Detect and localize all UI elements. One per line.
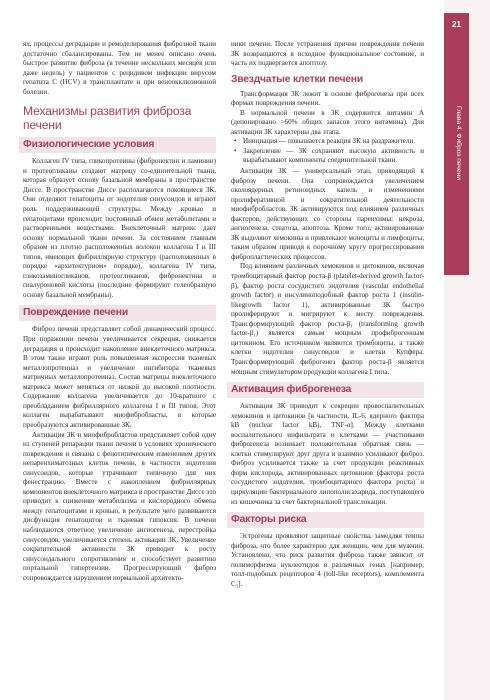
intro-paragraph: ях, процессы деградации и ремоделирования фиброзной ткани достаточно сбалансированы. Тем не менее описано очень быстрое развитие фиброза (в течение нескольких месяцев или даже недель) у пациентов с рецидивом инфекции вирусом гепатита С (HCV) в трансплантате и при веноокклюзионной болезни. [23,40,216,96]
damage-paragraph-2: Активация ЗК и миофибробластов представляет собой одну из ступеней репарации ткани печени в условиях хронического повреждения и связана с фенотипическим изменением других непаренхиматозных клеток печени, в частности эндотелия синусоидов, которые утрачивают типичную для них фенестрацию. Вместе с накоплением фибриллярных компонентов внеклеточного матрикса в пространстве Диссе это приводит к снижению метаболизма и кислородного обмена между гепатоцитами и кровью, в результате чего развиваются дисфункция гепатоцитов и тканевая гипоксия. В печени наблюдаются ответное увеличение ангиогенеза, перестройка синусоидов, увеличивается степень активации ЗК. Увеличение сократительной активности ЗК приводит к росту синусоидального сопротивления и способствует развитию портальной гипертензии. Прогрессирующий фиброз сопровождается нарушением нормальной архитекто- [23,430,216,582]
damage-paragraph-1: Фиброз печени представляет собой динамический процесс. При поражении печени увеличивается секреция, снижается деградация и происходит накопление внеклеточного матрикса. В этом также играют роль повышенная экспрессия тканевых металлопротеиназ и увеличение ингибитора тканевых матричных металлопротеиназ. Состав матрицы внеклеточного матрикса может меняться от низкой до высокой плотности. Содержание коллагена увеличивается до 10-кратного с преобладанием фибриллярного коллагена I и III типов. Этот коллаген вырабатывают миофибробласты, в которые преобразуются активированные ЗК. [23,325,216,429]
list-item [231,137,424,147]
fibrogenesis-paragraph: Активация ЗК приводит к секреции провоспалительных хемокинов и цитокинов [в частности, IL-6, ядерного фактора kB (nuclear factor kB), TNF-α]. Между клетками воспалительного инфильтрата и клетками — участниками фиброгенеза возникает положительная обратная связь — клетки стимулируют друг друга и взаимно усиливают фиброз. Фиброз усиливается также за счет продукции реактивных форм кислорода, активированных цитокинов (фактора роста сосудистого эндотелия, тромбоцитарного фактора роста) и циркуляции бактериального липополисахарида, поступающего из кишечника за счет бактериальной транслокации. [231,402,424,506]
subheading-risk-factors: Факторы риска [227,512,424,528]
subheading-physiological: Физиологические условия [19,137,216,153]
activation-stages-list [231,137,424,166]
bullet-icon: • [234,146,237,155]
subheading-liver-damage: Повреждение печени [19,305,216,321]
chapter-title-vertical: Глава 4. Фиброз печени [455,106,462,181]
section-heading-mechanisms: Механизмы развития фиброза печени [23,104,192,132]
right-column [231,40,424,589]
list-item-text: Инициация — повышается реакция ЗК на раздражители. [243,137,416,146]
subheading-stellate-cells: Звездчатые клетки печени [231,73,363,85]
stellate-paragraph-2: В нормальной печени в ЗК содержится витамин А (депонировано >60% общих запасов этого витамина). Для активации ЗК характерны два этапа. [231,108,424,136]
page-number: 21 [452,20,461,29]
continued-paragraph: ники печени. После устранения причин повреждения печени ЗК возвращаются в исходное функциональное состояние, и часть их подвергается апоптозу. [231,40,424,68]
left-column [23,40,216,583]
stellate-paragraph-3: Активация ЗК — универсальный этап, приводящий к фиброзу печени. Она сопровождается увеличением околоядерных ретиноидных капель и изменениями пролиферативной и сократительной деятельности миофибробластов. ЗК активируются под влиянием различных факторов, действующих со стороны паренхимы: некроза, ангиогенеза, стеатоза, апоптоза. Кроме того, активированные ЗК выделяют хемокины и привлекают моноциты и лимфоциты, таким образом приводя к порочному кругу прогрессирования фибропластических процессов. [231,167,424,261]
stellate-paragraph-1: Трансформация ЗК лежит в основе фиброгенеза при всех формах повреждения печени. [231,89,424,108]
stellate-paragraph-4: Под влиянием различных хемокинов и цитокинов, включая тромбоцитарный фактор роста-β (platelet-derived growth factor-β), фактор роста сосудистого эндотелия (vascular endothelial growth factor) и инсулиноподобный фактор роста 1 (insulin-likegrowth factor 1), активированные ЗК быстро пролиферируют и мигрируют к месту повреждения. Трансформирующий фактор роста-β₁ (transforming growth factor-β₁) является самым мощным профиброгенным цитокином. Его источником являются тромбоциты, а также клетки эндотелия синусоидов и клетки Купфера. Трансформирующий фиброгенез фактор роста-β является мощным стимулятором продукции коллагена I типа. [231,262,424,376]
bullet-icon: • [234,137,237,146]
list-item-text: Закрепление — ЗК сохраняют высокую активность и вырабатывают компоненты соединительной ткани. [243,146,424,165]
physiological-paragraph: Коллаген IV типа, гликопротеины (фибронектин и ламинин) и протеогликаны создают матрицу со-единительной ткани, которая образует основу базальной мембраны в пространстве Диссе. В пространстве Диссе располагаются покоящиеся ЗК. Они отделяют гепатоциты от эндотелия синусоидов и играют роль поддерживающей структуры. Между кровью и гепатоцитами происходит постоянный обмен метаболитами и растворенными веществами. Внеклеточный матрикс дает основу нормальной ткани печени. За состоянием главным образом из плотно расположенных волокон коллагена I и III типов, имеющих фибриллярную структуру (расположенных в порядке «архитектурном» порядке), коллагена IV типа, гликозаминогликанов, протеогликанов, фибронектина и гиалуроновой кислоты (последние формируют гелеобразную основу базальной мембраны). [23,157,216,299]
list-item [231,147,424,166]
subheading-fibrogenesis: Активация фиброгенеза [227,382,424,398]
risk-factors-paragraph: Эстрогены проявляют защитные свойства, замедляя темпы фиброза, что более характерно для женщин, чем для мужчин. Установлено, что риск развития фиброза также зависит от полиморфизма нуклеотидов в различных генах [например, толл-подобных рецепторов 4 (toll-like receptors), комплемента C₃]. [231,532,424,588]
